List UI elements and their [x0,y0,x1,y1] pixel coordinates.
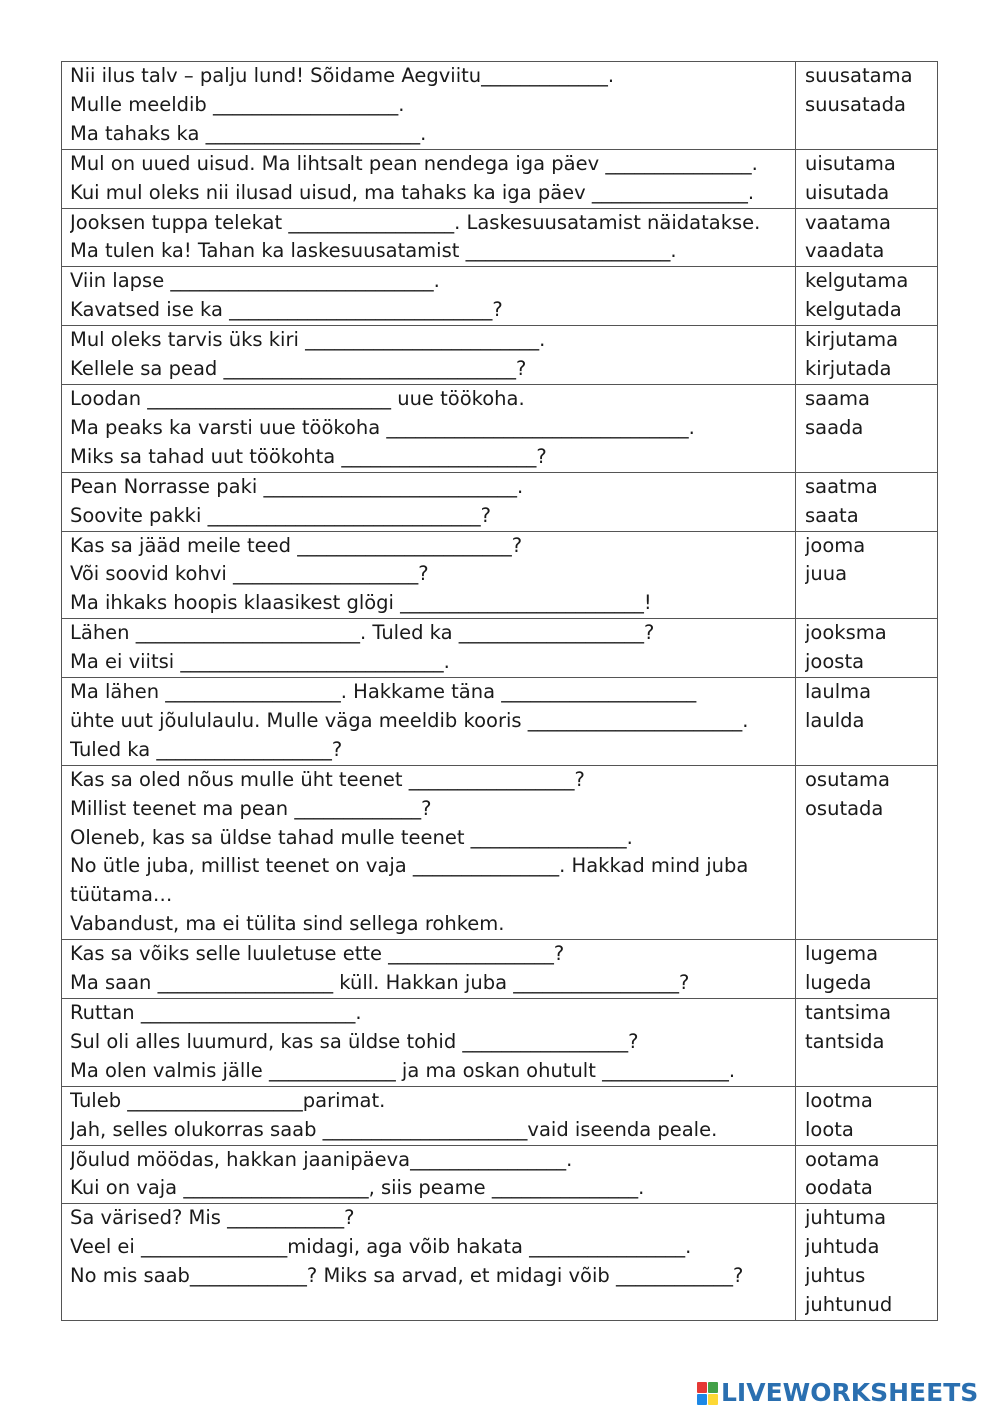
exercise-table [61,61,938,1321]
sentences-cell [62,940,796,999]
sentences-cell [62,999,796,1087]
sentences-cell [62,1204,796,1321]
verb-form: kirjutada [805,357,892,381]
verb-forms-cell [796,765,938,939]
exercise-row [62,765,938,939]
verb-form: saama [805,386,871,410]
sentence-line: Tuleb __________________parimat. [70,1088,386,1112]
logo-tile-yellow [708,1394,718,1405]
verb-form: suusatama [805,64,913,87]
verb-form: tantsida [805,1029,885,1053]
sentence-line: Kellele sa pead ______________________________? [70,357,527,381]
verb-form: kirjutama [805,328,899,352]
verb-forms-cell [796,384,938,472]
verb-form: vaadata [805,239,885,263]
liveworksheets-wordmark: LIVEWORKSHEETS [721,1378,979,1407]
verb-forms-cell [796,531,938,619]
sentence-line: Või soovid kohvi ___________________? [70,562,429,586]
sentence-line: Kas sa jääd meile teed ______________________? [70,533,523,557]
sentence-line: Sul oli alles luumurd, kas sa üldse tohid _________________? [70,1029,639,1053]
sentence-line: Miks sa tahad uut töökohta ____________________? [70,444,547,468]
sentence-line: Ma tahaks ka ______________________. [70,121,427,145]
exercise-row [62,267,938,326]
exercise-row [62,1145,938,1204]
sentences-cell [62,472,796,531]
verb-forms-cell [796,678,938,766]
verb-form: kelgutada [805,298,902,322]
sentence-line: ühte uut jõululaulu. Mulle väga meeldib kooris ______________________. [70,708,749,732]
sentences-cell [62,619,796,678]
sentences-cell [62,1086,796,1145]
verb-forms-cell [796,619,938,678]
verb-form: joosta [805,650,865,674]
verb-form: kelgutama [805,269,909,293]
verb-form: vaatama [805,210,891,234]
sentence-line: Sa värised? Mis ____________? [70,1206,355,1230]
sentence-line: Millist teenet ma pean _____________? [70,796,432,820]
sentence-line: Ma peaks ka varsti uue töökoha _______________________________. [70,415,695,439]
sentences-cell [62,326,796,385]
sentence-line: Viin lapse ___________________________. [70,269,440,293]
verb-forms-cell [796,1086,938,1145]
sentence-line: Ruttan ______________________. [70,1001,362,1024]
verb-form: juhtunud [805,1293,893,1317]
logo-tile-blue [697,1394,707,1405]
liveworksheets-logo-icon [697,1382,718,1405]
verb-forms-cell [796,940,938,999]
sentence-line: Oleneb, kas sa üldse tahad mulle teenet ________________. [70,825,633,849]
exercise-row [62,208,938,267]
sentence-line: Soovite pakki ____________________________? [70,503,491,527]
sentences-cell [62,62,796,150]
sentences-cell [62,149,796,208]
exercise-row [62,1086,938,1145]
exercise-row [62,940,938,999]
verb-form: saada [805,415,864,439]
exercise-row [62,531,938,619]
exercise-table-body [62,62,938,1321]
verb-form: lootma [805,1088,873,1112]
logo-tile-green [708,1382,718,1393]
liveworksheets-branding [697,1378,978,1408]
verb-form: saatma [805,474,878,498]
verb-form: lugeda [805,971,872,995]
exercise-row [62,149,938,208]
verb-forms-cell [796,1145,938,1204]
sentence-line: Vabandust, ma ei tülita sind sellega rohkem. [70,912,505,936]
sentences-cell [62,267,796,326]
verb-forms-cell [796,999,938,1087]
verb-form: saata [805,503,859,527]
verb-form: uisutama [805,151,896,175]
verb-form: juua [805,562,848,586]
verb-form: jooksma [805,621,887,645]
exercise-row [62,472,938,531]
verb-form: laulma [805,680,872,704]
exercise-row [62,678,938,766]
verb-form: juhtuda [805,1235,880,1259]
verb-form: laulda [805,708,865,732]
sentence-line: Jah, selles olukorras saab _____________________vaid iseenda peale. [70,1117,718,1141]
sentence-line: Ma ei viitsi ___________________________. [70,650,450,674]
sentence-line: No mis saab____________? Miks sa arvad, et midagi võib ____________? [70,1264,744,1288]
sentence-line: Mulle meeldib ___________________. [70,92,405,116]
exercise-row [62,1204,938,1321]
sentence-line: Loodan _________________________ uue töökoha. [70,386,525,410]
verb-form: lugema [805,942,879,966]
sentence-line: Mul oleks tarvis üks kiri ________________________. [70,328,546,352]
verb-forms-cell [796,326,938,385]
verb-form: osutada [805,796,884,820]
sentence-line: No ütle juba, millist teenet on vaja _______________. Hakkad mind juba tüütama… [70,854,749,907]
verb-forms-cell [796,208,938,267]
sentences-cell [62,1145,796,1204]
sentence-line: Tuled ka __________________? [70,737,343,761]
verb-forms-cell [796,472,938,531]
verb-form: uisutada [805,180,890,204]
verb-forms-cell [796,62,938,150]
logo-tile-red [697,1382,707,1393]
sentence-line: Kas sa oled nõus mulle üht teenet _________________? [70,767,585,791]
sentence-line: Ma lähen __________________. Hakkame täna ____________________ [70,680,697,704]
sentence-line: Ma ihkaks hoopis klaasikest glögi _________________________! [70,591,652,615]
verb-form: suusatada [805,92,906,116]
sentence-line: Ma olen valmis jälle _____________ ja ma oskan ohutult _____________. [70,1058,736,1082]
sentence-line: Nii ilus talv – palju lund! Sõidame Aegviitu_____________. [70,64,615,87]
verb-forms-cell [796,1204,938,1321]
sentence-line: Ma tulen ka! Tahan ka laskesuusatamist _____________________. [70,239,677,263]
verb-form: juhtus [805,1264,866,1288]
sentence-line: Veel ei _______________midagi, aga võib hakata ________________. [70,1235,692,1259]
sentences-cell [62,384,796,472]
sentences-cell [62,678,796,766]
sentences-cell [62,531,796,619]
sentence-line: Jõulud möödas, hakkan jaanipäeva________________. [70,1147,573,1171]
verb-forms-cell [796,267,938,326]
verb-form: osutama [805,767,890,791]
verb-form: juhtuma [805,1206,887,1230]
verb-form: oodata [805,1176,873,1200]
exercise-row [62,384,938,472]
sentence-line: Jooksen tuppa telekat _________________. Laskesuusatamist näidatakse. [70,210,761,234]
sentence-line: Mul on uued uisud. Ma lihtsalt pean nendega iga päev _______________. [70,151,758,175]
verb-form: ootama [805,1147,880,1171]
exercise-row [62,326,938,385]
sentence-line: Lähen _______________________. Tuled ka ___________________? [70,621,655,645]
exercise-row [62,619,938,678]
sentence-line: Ma saan __________________ küll. Hakkan juba _________________? [70,971,690,995]
sentence-line: Kas sa võiks selle luuletuse ette _________________? [70,942,565,966]
sentence-line: Kavatsed ise ka ___________________________? [70,298,503,322]
exercise-row [62,999,938,1087]
sentence-line: Kui on vaja ___________________, siis peame _______________. [70,1176,645,1200]
sentence-line: Kui mul oleks nii ilusad uisud, ma tahaks ka iga päev ________________. [70,180,755,204]
verb-form: jooma [805,533,866,557]
verb-form: tantsima [805,1001,892,1024]
sentences-cell [62,765,796,939]
sentence-line: Pean Norrasse paki __________________________. [70,474,524,498]
verb-form: loota [805,1117,854,1141]
sentences-cell [62,208,796,267]
exercise-row [62,62,938,150]
verb-forms-cell [796,149,938,208]
